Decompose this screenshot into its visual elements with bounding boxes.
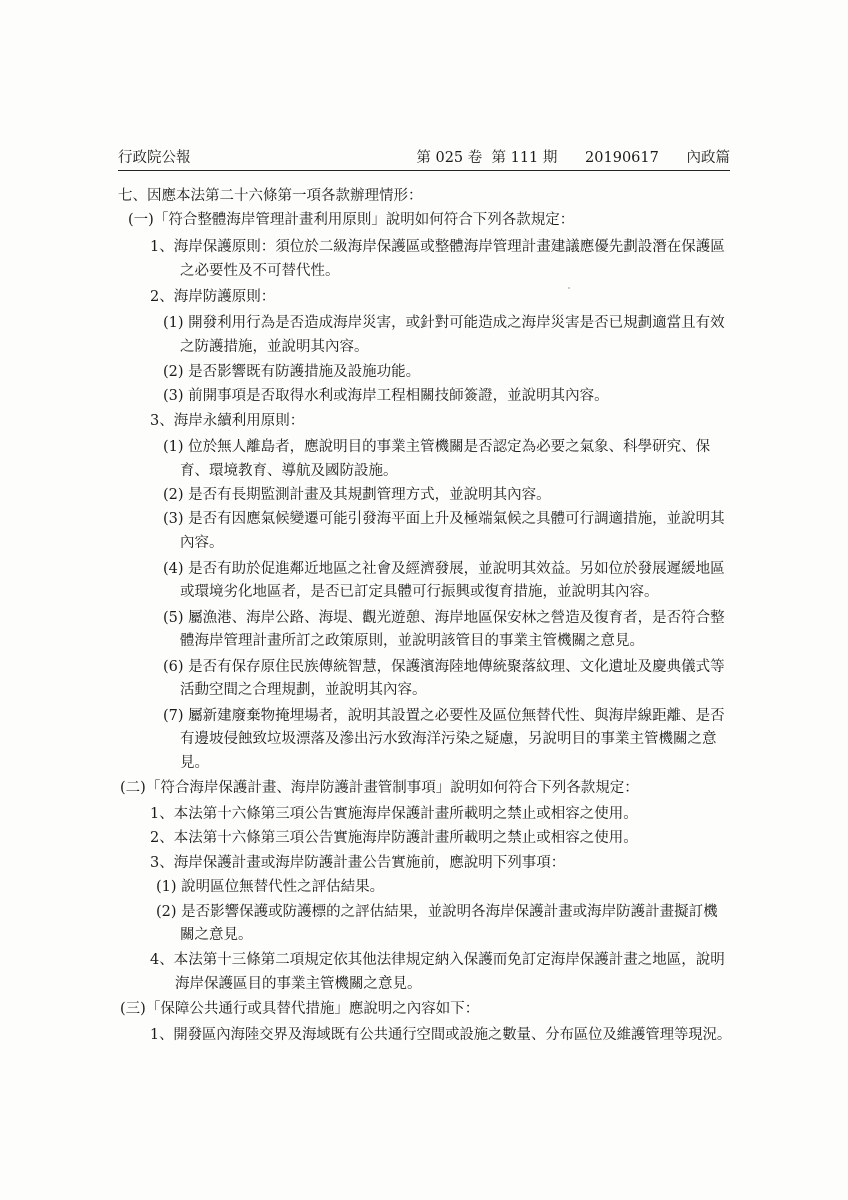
item-text: 1、開發區內海陸交界及海域既有公共通行空間或設施之數量、分布區位及維護管理等現況。 <box>150 1027 732 1043</box>
page-header <box>118 150 730 171</box>
item-text: 2、本法第十六條第三項公告實施海岸防護計畫所載明之禁止或相容之使用。 <box>150 830 638 846</box>
subitem-continuation: 活動空間之合理規劃，並說明其內容。 <box>180 682 427 698</box>
subitem-text: (5) 屬漁港、海岸公路、海堤、觀光遊憩、海岸地區保安林之營造及復育者，是否符合整 <box>163 610 725 626</box>
publication-title: 行政院公報 <box>118 150 191 166</box>
subitem-text: (1) 位於無人離島者，應說明目的事業主管機關是否認定為必要之氣象、科學研究、保 <box>163 439 711 455</box>
issue-info: 第 025 卷 第 111 期 20190617 內政篇 <box>416 150 730 166</box>
subitem-continuation: 關之意見。 <box>180 927 253 943</box>
item-text: 4、本法第十三條第二項規定依其他法律規定納入保護而免訂定海岸保護計畫之地區，說明 <box>150 952 725 968</box>
subitem-continuation: 內容。 <box>180 535 224 551</box>
scan-speck <box>568 287 570 289</box>
subitem-text: (3) 是否有因應氣候變遷可能引發海平面上升及極端氣候之具體可行調適措施，並說明其 <box>163 511 725 527</box>
section-heading: 七、因應本法第二十六條第一項各款辦理情形： <box>118 188 423 204</box>
subitem-text: (2) 是否影響保護或防護標的之評估結果，並說明各海岸保護計畫或海岸防護計畫擬訂機 <box>156 904 718 920</box>
item-continuation: 之必要性及不可替代性。 <box>180 263 340 279</box>
subitem-text: (4) 是否有助於促進鄰近地區之社會及經濟發展，並說明其效益。另如位於發展遲緩地區 <box>163 561 725 577</box>
subitem-text: (1) 開發利用行為是否造成海岸災害，或針對可能造成之海岸災害是否已規劃適當且有效 <box>163 315 725 331</box>
item-continuation: 海岸保護區目的事業主管機關之意見。 <box>175 976 422 992</box>
subitem-continuation: 體海岸管理計畫所訂之政策原則，並說明該管目的事業主管機關之意見。 <box>180 633 644 649</box>
subitem-continuation: 有邊坡侵蝕致垃圾漂落及滲出污水致海洋污染之疑慮，另說明目的事業主管機關之意 <box>180 731 717 747</box>
subitem-text: (7) 屬新建廢棄物掩埋場者，說明其設置之必要性及區位無替代性、與海岸線距離、是否 <box>163 708 725 724</box>
subitem-continuation: 見。 <box>180 755 209 771</box>
subsection-heading: (三)「保障公共通行或具替代措施」應說明之內容如下： <box>120 1001 480 1017</box>
item-text: 2、海岸防護原則： <box>150 289 276 305</box>
subitem-continuation: 育、環境教育、導航及國防設施。 <box>180 463 398 479</box>
subitem-text: (3) 前開事項是否取得水利或海岸工程相關技師簽證，並說明其內容。 <box>163 388 609 404</box>
subitem-text: (1) 說明區位無替代性之評估結果。 <box>156 879 385 895</box>
subsection-heading: (二)「符合海岸保護計畫、海岸防護計畫管制事項」說明如何符合下列各款規定： <box>120 780 639 796</box>
item-text: 1、海岸保護原則：須位於二級海岸保護區或整體海岸管理計畫建議應優先劃設潛在保護區 <box>150 239 725 255</box>
subitem-text: (2) 是否影響既有防護措施及設施功能。 <box>163 364 421 380</box>
subitem-text: (6) 是否有保存原住民族傳統智慧，保護濱海陸地傳統聚落紋理、文化遺址及慶典儀式等 <box>163 659 725 675</box>
subitem-text: (2) 是否有長期監測計畫及其規劃管理方式，並說明其內容。 <box>163 487 551 503</box>
item-text: 1、本法第十六條第三項公告實施海岸保護計畫所載明之禁止或相容之使用。 <box>150 806 638 822</box>
item-text: 3、海岸永續利用原則： <box>150 413 305 429</box>
subsection-heading: (一)「符合整體海岸管理計畫利用原則」說明如何符合下列各款規定： <box>128 212 575 228</box>
subitem-continuation: 之防護措施，並說明其內容。 <box>180 339 369 355</box>
item-text: 3、海岸保護計畫或海岸防護計畫公告實施前，應說明下列事項： <box>150 855 566 871</box>
subitem-continuation: 或環境劣化地區者，是否已訂定具體可行振興或復育措施，並說明其內容。 <box>180 584 659 600</box>
